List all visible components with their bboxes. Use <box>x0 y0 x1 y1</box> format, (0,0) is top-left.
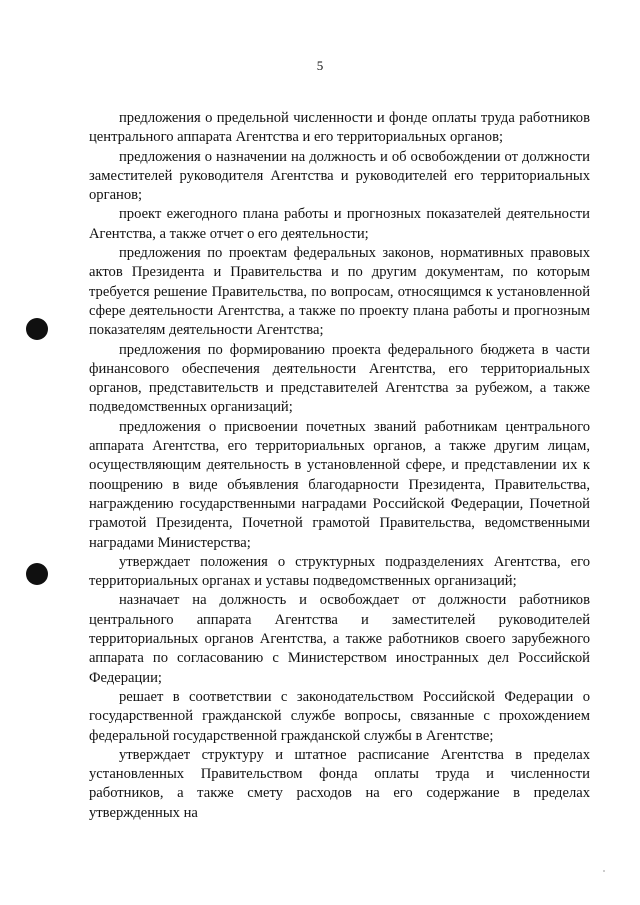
paragraph: утверждает структуру и штатное расписание Агентства в пределах установленных Правительством фонда оплаты труда и численности работников, а также смету расходов на его содержание в пределах утвержденных на <box>89 746 590 821</box>
paragraph: предложения по формированию проекта федерального бюджета в части финансового обеспечения деятельности Агентства, его территориальных органов, представительств и представителей Агентства за рубежом, а также подведомственных организаций; <box>89 341 590 416</box>
binder-hole-bottom <box>26 563 48 585</box>
paragraph: утверждает положения о структурных подразделениях Агентства, его территориальных органах и уставы подведомственных организаций; <box>89 553 590 590</box>
paragraph: назначает на должность и освобождает от должности работников центрального аппарата Агентства и заместителей руководителей территориальных органов Агентства, а также работников своего зарубежного аппарата по согласованию с Министерством иностранных дел Российской Федерации; <box>89 592 590 686</box>
paragraph: проект ежегодного плана работы и прогнозных показателей деятельности Агентства, а также отчет о его деятельности; <box>89 206 590 242</box>
paragraph: решает в соответствии с законодательством Российской Федерации о государственной гражданской службе вопросы, связанные с прохождением федеральной государственной гражданской службы в Агентстве; <box>89 688 590 744</box>
page-number: 5 <box>316 58 324 73</box>
paragraph: предложения по проектам федеральных законов, нормативных правовых актов Президента и Правительства и по другим документам, по которым требуется решение Правительства, по вопросам, относящимся к установленной сфере деятельности Агентства, а также по проекту плана работы и прогнозным показателям деятельности Агентства; <box>89 245 590 339</box>
binder-hole-top <box>26 318 48 340</box>
scan-speck <box>603 870 605 872</box>
document-body <box>89 109 590 823</box>
paragraph: предложения о присвоении почетных званий работникам центрального аппарата Агентства, его территориальных органов, а также другим лицам, осуществляющим деятельность в установленной сфере, и представлении их к поощрению в виде объявления благодарности Президента, Правительства, награждению государственными наградами Российской Федерации, Почетной грамотой Президента, Почетной грамотой Правительства, ведомственными наградами Министерства; <box>89 418 590 551</box>
paragraph: предложения о назначении на должность и об освобождении от должности заместителей руководителя Агентства и руководителей его территориальных органов; <box>89 148 590 204</box>
paragraph: предложения о предельной численности и фонде оплаты труда работников центрального аппарата Агентства и его территориальных органов; <box>89 110 590 146</box>
